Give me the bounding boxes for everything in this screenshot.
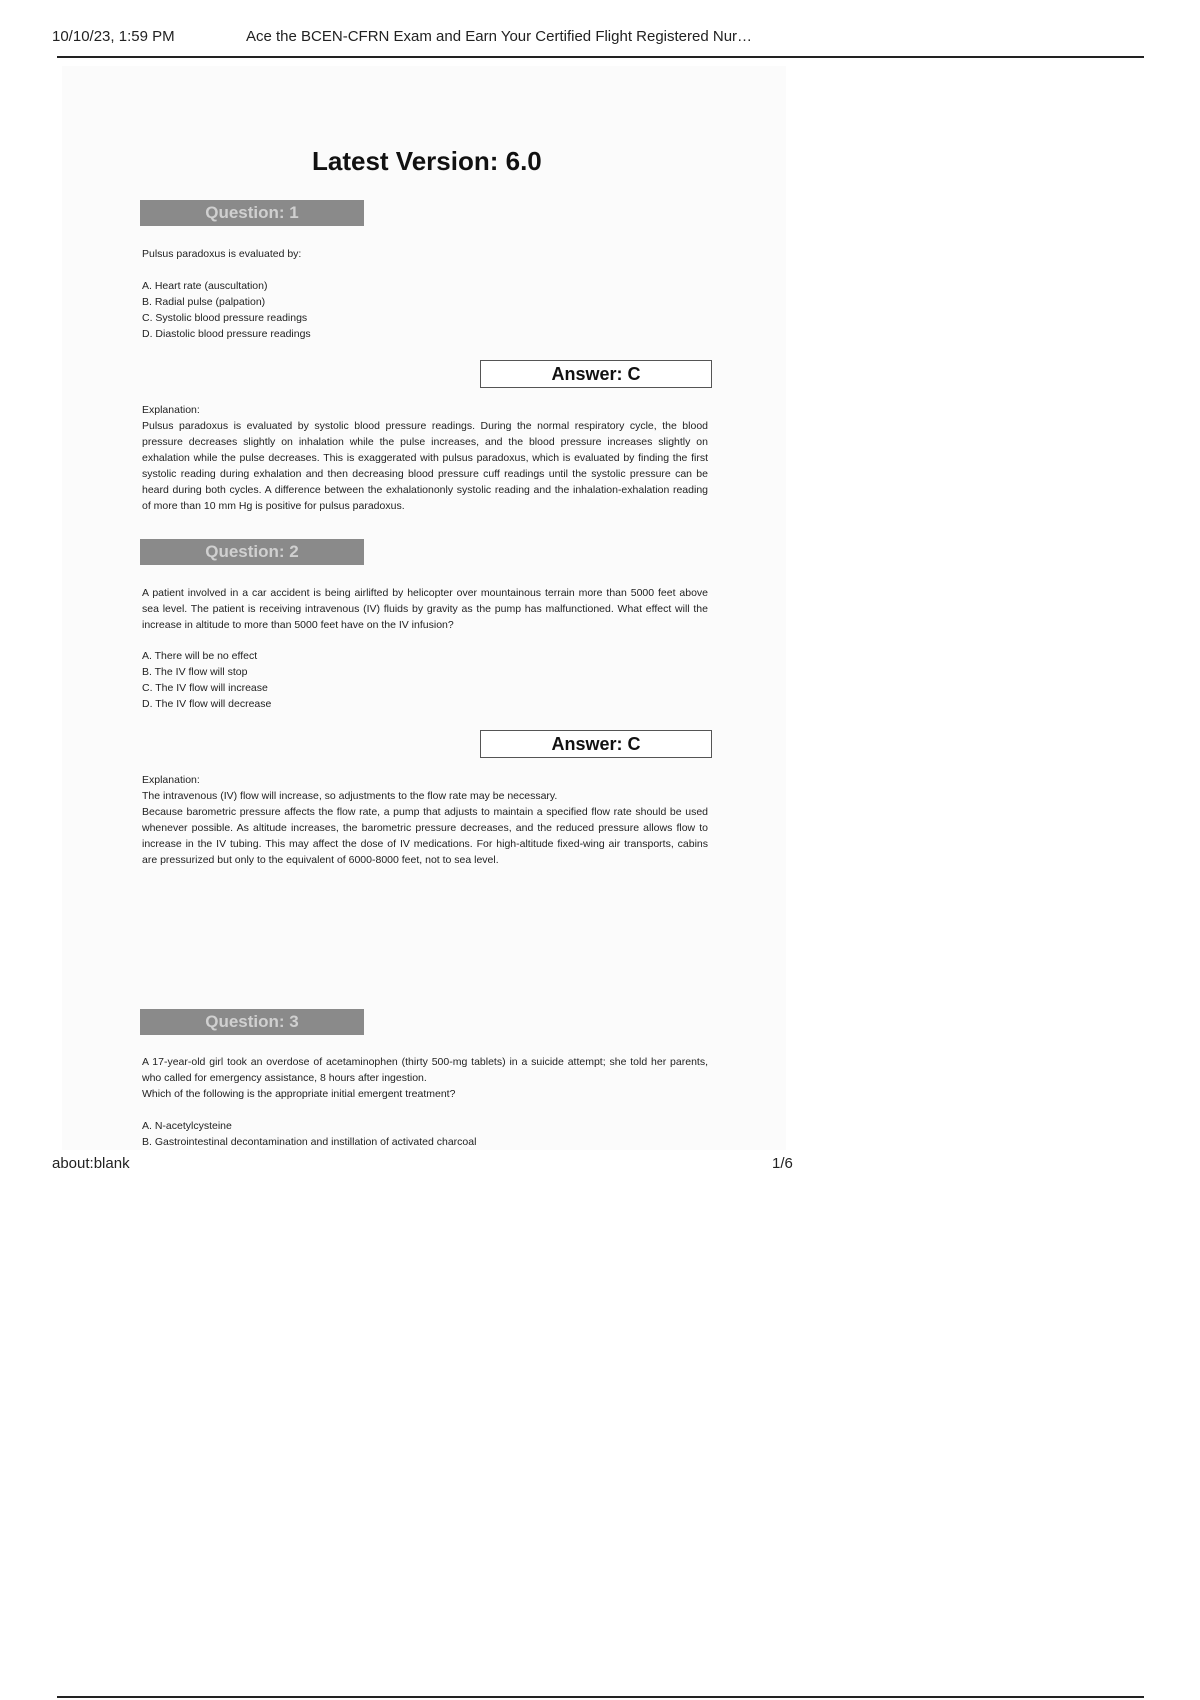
- question-3-options: [142, 1118, 708, 1150]
- question-prompt-line-2: Which of the following is the appropriate initial emergent treatment?: [142, 1088, 456, 1100]
- explanation-label: Explanation:: [142, 404, 200, 416]
- question-2-header: Question: 2: [140, 539, 364, 565]
- option-a: A. There will be no effect: [142, 650, 258, 662]
- option-a: A. Heart rate (auscultation): [142, 280, 268, 292]
- question-3-prompt: [142, 1054, 708, 1102]
- print-page-title: Ace the BCEN-CFRN Exam and Earn Your Certified Flight Registered Nur…: [246, 28, 753, 45]
- header-divider: [57, 56, 1144, 58]
- question-2-explanation: [142, 772, 708, 868]
- question-2-prompt: [142, 585, 708, 633]
- explanation-first-line: The intravenous (IV) flow will increase, so adjustments to the flow rate may be necessary.: [142, 790, 558, 802]
- document-page: [62, 66, 786, 1150]
- explanation-text: Pulsus paradoxus is evaluated by systolic blood pressure readings. During the normal respiratory cycle, the blood pressure decreases slightly on inhalation while the pulse increases, and the blood pressure increases slightly on exhalation while the pulse decreases. This is exaggerated with pulsus paradoxus, which is evaluated by finding the first systolic reading during exhalation and then decreasing blood pressure cuff readings until the systolic pressure can be heard during both cycles. A difference between the exhalationonly systolic reading and the inhalation-exhalation reading of more than 10 mm Hg is positive for pulsus paradoxus.: [142, 420, 708, 512]
- option-d: D. The IV flow will decrease: [142, 698, 272, 710]
- question-3-header: Question: 3: [140, 1009, 364, 1035]
- question-1-header: Question: 1: [140, 200, 364, 226]
- option-d: D. Diastolic blood pressure readings: [142, 328, 311, 340]
- explanation-text: Because barometric pressure affects the flow rate, a pump that adjusts to maintain a specified flow rate should be used whenever possible. As altitude increases, the barometric pressure decreases, and the reduced pressure allows flow to increase in the IV tubing. This may affect the dose of IV medications. For high-altitude fixed-wing air transports, cabins are pressurized but only to the equivalent of 6000-8000 feet, not to sea level.: [142, 806, 708, 866]
- option-b: B. Gastrointestinal decontamination and instillation of activated charcoal: [142, 1136, 477, 1148]
- question-1-prompt: [142, 246, 708, 262]
- question-1-explanation: [142, 402, 708, 514]
- option-c: C. Systolic blood pressure readings: [142, 312, 308, 324]
- question-prompt: A patient involved in a car accident is being airlifted by helicopter over mountainous terrain more than 5000 feet above sea level. The patient is receiving intravenous (IV) fluids by gravity as the pump has malfunctioned. What effect will the increase in altitude to more than 5000 feet have on the IV infusion?: [142, 587, 708, 631]
- question-2-options: [142, 648, 708, 712]
- bottom-divider: [57, 1696, 1144, 1698]
- option-b: B. Radial pulse (palpation): [142, 296, 266, 308]
- question-1-answer: Answer: C: [480, 360, 712, 388]
- question-1-options: [142, 278, 708, 342]
- page-number: 1/6: [772, 1155, 793, 1172]
- question-prompt-line-1: A 17-year-old girl took an overdose of acetaminophen (thirty 500-mg tablets) in a suicide attempt; she told her parents, who called for emergency assistance, 8 hours after ingestion.: [142, 1056, 708, 1084]
- option-b: B. The IV flow will stop: [142, 666, 248, 678]
- question-prompt: Pulsus paradoxus is evaluated by:: [142, 248, 302, 260]
- option-a: A. N-acetylcysteine: [142, 1120, 232, 1132]
- document-title: Latest Version: 6.0: [312, 146, 542, 176]
- print-footer-url: about:blank: [52, 1155, 130, 1172]
- question-2-answer: Answer: C: [480, 730, 712, 758]
- print-date: 10/10/23, 1:59 PM: [52, 28, 175, 45]
- explanation-label: Explanation:: [142, 774, 200, 786]
- option-c: C. The IV flow will increase: [142, 682, 268, 694]
